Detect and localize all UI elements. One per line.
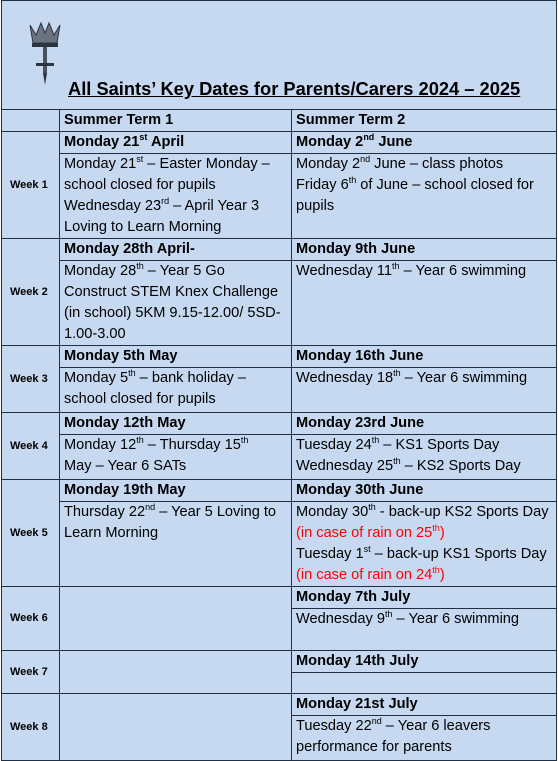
term1-cell — [60, 413, 292, 480]
event-line: Monday 30th - back-up KS2 Sports Day (in case of rain on 25th) — [296, 502, 549, 541]
week-start-date: Monday 5th May — [60, 346, 291, 368]
event-line: Monday 28th – Year 5 Go Construct STEM Knex Challenge (in school) 5KM 9.15-12.00/ 5SD- 1.00-3.00 — [64, 261, 281, 342]
event-line: Tuesday 1st – back-up KS1 Sports Day (in case of rain on 24th) — [296, 544, 547, 583]
event-line: Thursday 22nd – Year 5 Loving to Learn Morning — [64, 502, 277, 541]
week-label: Week 1 — [2, 132, 60, 239]
term2-cell — [292, 346, 557, 413]
event-line: Wednesday 9th – Year 6 swimming — [296, 609, 520, 627]
week-start-date: Monday 23rd June — [292, 413, 556, 435]
week-start-date: Monday 16th June — [292, 346, 556, 368]
column-header-term2: Summer Term 2 — [292, 110, 557, 132]
term2-cell — [292, 694, 557, 761]
event-line: May – Year 6 SATs — [64, 458, 187, 474]
column-header-term1: Summer Term 1 — [60, 110, 292, 132]
term2-cell — [292, 651, 557, 694]
rain-note: (in case of rain on 25th) — [296, 523, 445, 541]
event-line: Tuesday 22nd – Year 6 leavers performance for parents — [296, 716, 491, 755]
event-line: Wednesday 11th – Year 6 swimming — [296, 261, 527, 279]
crown-sword-icon — [24, 19, 66, 89]
week-label: Week 3 — [2, 346, 60, 413]
term2-cell — [292, 587, 557, 651]
key-dates-table — [1, 0, 557, 761]
term1-cell — [60, 132, 292, 239]
week-start-date: Monday 9th June — [292, 239, 556, 261]
week-label: Week 4 — [2, 413, 60, 480]
event-line: Friday 6th of June – school closed for pupils — [296, 175, 534, 214]
week-start-date: Monday 2nd June — [292, 132, 556, 154]
event-line: Monday 12th – Thursday 15th — [64, 435, 249, 453]
term2-cell — [292, 480, 557, 587]
week-start-date: Monday 14th July — [292, 651, 556, 673]
term2-cell — [292, 132, 557, 239]
week-start-date: Monday 30th June — [292, 480, 556, 502]
rain-note: (in case of rain on 24th) — [296, 565, 445, 583]
term1-cell — [60, 346, 292, 413]
week-start-date: Monday 21st April — [60, 132, 291, 154]
week-label: Week 7 — [2, 651, 60, 694]
week-start-date: Monday 12th May — [60, 413, 291, 435]
page-title: All Saints’ Key Dates for Parents/Carers 2024 – 2025 — [68, 78, 521, 99]
header-cell — [2, 1, 557, 110]
term1-cell-empty — [60, 694, 292, 761]
term2-cell — [292, 239, 557, 346]
event-line: Monday 21st – Easter Monday – school closed for pupils — [64, 154, 270, 193]
event-line: Monday 2nd June – class photos — [296, 154, 504, 172]
empty-corner-cell — [2, 110, 60, 132]
week-start-date: Monday 7th July — [292, 587, 556, 609]
term1-cell — [60, 239, 292, 346]
term1-cell — [60, 480, 292, 587]
term1-cell-empty — [60, 587, 292, 651]
term2-cell — [292, 413, 557, 480]
week-label: Week 6 — [2, 587, 60, 651]
week-start-date: Monday 19th May — [60, 480, 291, 502]
event-line: Wednesday 23rd – April Year 3 Loving to Learn Morning — [64, 196, 260, 235]
week-start-date: Monday 28th April- — [60, 239, 291, 261]
week-label: Week 5 — [2, 480, 60, 587]
event-line: Wednesday 25th – KS2 Sports Day — [296, 456, 521, 474]
term1-cell-empty — [60, 651, 292, 694]
event-line: Wednesday 18th – Year 6 swimming — [296, 368, 528, 386]
week-start-date: Monday 21st July — [292, 694, 556, 716]
event-line: Monday 5th – bank holiday – school closed for pupils — [64, 368, 246, 407]
week-label: Week 8 — [2, 694, 60, 761]
event-line: Tuesday 24th – KS1 Sports Day — [296, 435, 500, 453]
week-label: Week 2 — [2, 239, 60, 346]
